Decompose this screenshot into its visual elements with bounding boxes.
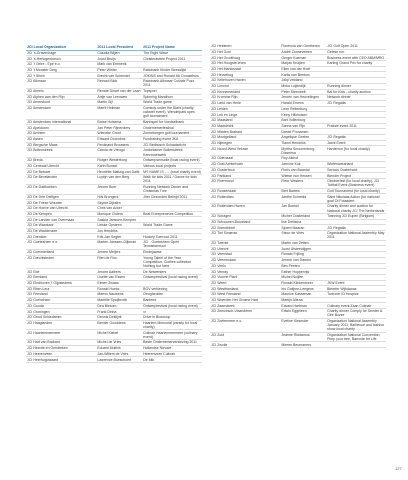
project-cell: JCI - Goeteshem Open Tennistoernooi <box>142 240 202 250</box>
project-cell: MY NAME IS ..... (local charity event) <box>143 169 201 174</box>
organization-cell: JCI Alphen aan den Rijn <box>26 94 96 100</box>
project-cell: Oeughedden <box>142 292 202 298</box>
organization-cell: JCI Heerenveen <box>26 351 96 357</box>
project-cell: Praksie event 2011 <box>326 123 386 129</box>
project-cell: Ondernemerfestival <box>142 125 202 131</box>
project-cell: Blender Project <box>326 173 386 179</box>
project-cell: Topsport <box>142 88 202 94</box>
organization-cell: JCI Schagen <box>210 213 280 219</box>
president-cell: Wietse van Hessen <box>280 173 326 179</box>
president-cell: Peter Winter <box>96 67 142 73</box>
project-cell: The Right Wave <box>142 50 202 56</box>
organization-cell: JCI Maasland <box>210 117 280 123</box>
organization-cell: JCI Amsterdam International <box>26 119 96 125</box>
president-cell: Henriëtte Mattzig-van Dalik <box>96 169 142 175</box>
organization-cell: JCI Kellehoven Haven <box>210 78 280 84</box>
president-cell: Eimen Zwaas <box>96 280 142 286</box>
organization-cell: JCI Woerden Het Groene Hart <box>210 297 280 303</box>
project-cell: De Mik <box>142 357 202 363</box>
president-cell: Renate Dinarf van der Laan <box>97 89 141 94</box>
project-cell: vr <box>142 309 202 315</box>
table-row <box>26 184 202 194</box>
table-row <box>26 194 202 200</box>
president-cell: Carola de Vreugd <box>96 148 142 158</box>
president-cell: Mieren Beumaners <box>280 342 326 348</box>
organization-cell: JCI Haaglanden <box>26 320 96 330</box>
president-cell: Bert Bartels <box>280 188 326 194</box>
organization-cell: JCI Centraal Utrecht <box>26 163 96 169</box>
organization-cell: JCI Eindhoven 't Oijpstedeek <box>26 280 96 286</box>
president-cell: Gerger Koeman <box>280 55 326 61</box>
president-cell: Michel Nuijten <box>280 274 326 280</box>
president-cell: Claudia Blijlen <box>96 50 142 56</box>
president-cell: Sjoerd Maaran <box>280 225 326 231</box>
organization-cell: JCI Oosterhout <box>210 167 280 173</box>
project-cell: JKW Event <box>326 280 386 286</box>
president-cell: Eveline Kiewoder <box>280 318 326 332</box>
table-row <box>210 318 386 332</box>
organization-cell: JCI De Waarkant <box>26 223 96 229</box>
president-cell: Florencia van Gentheren <box>280 44 326 49</box>
organization-cell: JCI Hart van Brabant <box>26 340 96 346</box>
organization-cell: JCI Maastricht <box>210 123 280 129</box>
president-cell: Iris Gaitjme-Leegens <box>280 286 326 292</box>
president-cell: Dea Blekom <box>96 303 142 309</box>
project-cell: Juniorkamer Bollenstreek Kennisnetwerk <box>142 148 202 158</box>
organization-cell: JCI Gouda <box>26 303 96 309</box>
table-row <box>26 148 202 158</box>
organization-cell: JCI Arnhem <box>26 131 96 137</box>
project-cell: Rabobank Kinder Stresslijst <box>142 67 202 73</box>
president-cell: Keiny Hilkhuisen <box>280 112 326 118</box>
organization-cell: JCI Het Groothoog <box>210 55 280 61</box>
project-cell: JCI Regatta <box>326 225 386 231</box>
president-cell: Esther Hoppenrijs <box>280 269 326 275</box>
table-row <box>210 146 386 156</box>
organization-cell: JCI West Friesland <box>210 291 280 297</box>
organization-cell: JCI Noord-West Veluwe <box>210 146 280 156</box>
organization-cell: JCI Land van Herle <box>210 100 280 106</box>
president-cell: Fleur Westers <box>280 178 326 188</box>
president-cell: Jos Hendriks <box>96 228 142 234</box>
project-cell: Jacht Event <box>326 140 386 146</box>
project-cell: Haarlem Memorial (varsity for local charity) <box>142 320 202 330</box>
president-cell: Janthe Schreiks <box>280 194 326 204</box>
project-cell: Geiese run <box>326 49 386 55</box>
table-row <box>26 340 202 346</box>
organization-cell: JCI De Friese Wouden <box>26 200 96 206</box>
president-cell: Saskia Janssen-Kempen <box>96 217 142 223</box>
organization-cell: JCI De Dattboeken <box>26 184 96 194</box>
president-cell: Michel de Vries <box>96 340 142 346</box>
project-cell: Saint Nikolaas Action (for national goal Of Polaadert <box>326 194 386 204</box>
president-cell: Edwin Eggeleen <box>280 309 326 319</box>
table-row <box>210 204 386 214</box>
project-cell: Zonnebergen golf tournament <box>142 131 202 137</box>
project-cell: Charity dinner Comply for Sender & Gee Bozze <box>326 309 386 319</box>
president-cell: Marjan Kruijten <box>280 61 326 67</box>
organization-cell: JCI Twente <box>210 240 280 246</box>
organization-cell: JCI Parkland <box>210 173 280 179</box>
table-row <box>26 67 202 73</box>
organization-cell: JCI Heuvelrug <box>210 72 280 78</box>
president-cell: Mariëlle Spuijbroek <box>96 297 142 303</box>
project-cell: Karting Grand Prix for charity <box>326 61 386 67</box>
right-table-column <box>210 44 386 348</box>
project-cell: Comedy under the Stars (charity cabaret event), Wendelpark open golf tournament <box>142 105 202 119</box>
organization-cell: JCI Bergsche Maas <box>26 142 96 148</box>
president-cell: Bemier Gooddens <box>96 320 142 330</box>
table-row <box>210 231 386 241</box>
organization-cell: JCI Breda <box>26 157 96 163</box>
organization-cell: JCI Etten-Leur <box>26 286 96 292</box>
project-cell: Banfeed <box>142 297 202 303</box>
president-cell: Floris van Baardai <box>280 167 326 173</box>
organization-cell: JCI Swentblixel <box>210 225 280 231</box>
project-cell: Golf Tournament (for local charity) <box>326 188 386 194</box>
header-organization: JCI Local Organization <box>26 44 96 50</box>
project-cell: Ontwerpfestival (local racing event) <box>142 303 202 309</box>
project-cell: World Trade Game <box>142 223 202 229</box>
president-cell: Jeanne Riddamus <box>280 332 326 342</box>
organization-cell: JCI Heerde en Omstreken <box>26 345 96 351</box>
president-cell: Maurice Kasseman <box>280 291 326 297</box>
table-row <box>26 119 202 125</box>
project-cell: BOV verkiezing <box>142 286 202 292</box>
organization-cell: JCI De Betuwe <box>26 169 96 175</box>
president-cell: Ben Peeten <box>280 263 326 269</box>
organization-cell: JCI Tiel Sinaeuw <box>210 231 280 241</box>
president-cell: Ronald Hoeks <box>96 286 142 292</box>
president-cell: Micher Oosterland <box>280 213 326 219</box>
table-row <box>210 89 386 95</box>
organization-cell: JCI Het Markiezaat <box>210 66 280 72</box>
organization-cell: JCI Kromme Rijn <box>210 95 280 101</box>
table-row <box>26 105 202 119</box>
project-cell: Ontwerpsensatie (boat racing event) <box>142 157 202 163</box>
table-row <box>210 61 386 67</box>
organization-cell: JCI 's-Hertogenbosch <box>26 56 96 62</box>
project-cell: Charity dinner and auction for National charity JCI The Netherlands <box>327 204 385 213</box>
right-organization-table <box>210 44 386 348</box>
project-cell: Hockey Toernooi 2011 <box>142 234 202 240</box>
president-cell: Lieske Opsteen <box>96 223 142 229</box>
project-cell: Bal for Kids - charity auction <box>326 89 386 95</box>
organization-cell: JCI De Bevelanden <box>26 175 96 185</box>
project-cell: Winterswearland <box>326 161 386 167</box>
organization-cell: JCI De Hoeve van Utrecht <box>26 205 96 211</box>
president-cell: Jan Boekel <box>280 204 326 214</box>
organization-cell: JCI Zwolle <box>210 342 280 348</box>
project-cell: Ontwerpfestival (local racing event) <box>142 275 202 281</box>
president-cell: Ilse Dellisma <box>280 219 326 225</box>
president-cell: Karlis van Bentum <box>280 72 326 78</box>
project-cell: Serious Oosterhout <box>326 167 386 173</box>
president-cell: Marten Janssen-Dijkman <box>96 240 142 250</box>
project-cell: Heerenveen Culinair <box>142 351 202 357</box>
president-cell: Edward Doornbos <box>96 136 142 142</box>
organization-cell: JCI Roosendaal <box>210 188 280 194</box>
project-cell: Organization National Convention, Pimp your tree, Barcode for Life <box>326 332 386 342</box>
organization-cell: JCI Oost Achterhoek <box>210 161 280 167</box>
project-cell: Turborer ID Hospice <box>326 291 386 297</box>
president-cell: Ellen van der Hoef <box>280 66 326 72</box>
organization-cell: JCI Zuid <box>210 332 280 342</box>
organization-cell: JCI 's-Gravenhage <box>26 50 96 56</box>
organization-cell: JCI Heerhugowaard <box>26 357 96 363</box>
president-cell: Jan-Willem de Vries <box>96 351 142 357</box>
president-cell: Tianni Hendriks <box>280 140 326 146</box>
organization-cell: JCI Zoetermeer e.o. <box>210 318 280 332</box>
president-cell: Bart Vollenburg <box>280 117 326 123</box>
project-cell: Organization National Assembly May 2011 <box>327 231 385 240</box>
table-row <box>26 320 202 330</box>
organization-cell: JCI Drenster <box>26 234 96 240</box>
organization-cell: JCI Leiden <box>210 106 280 112</box>
organization-cell: JCI Zeeuwsch-Vlaanderen <box>210 309 280 319</box>
organization-cell: JCI Drechtsteden <box>26 255 96 269</box>
organization-cell: JCI Ede <box>26 269 96 275</box>
president-cell: Dennis Deklijnk <box>96 314 142 320</box>
organization-cell: JCI Het Gooi <box>210 49 280 55</box>
project-cell: Various local projects <box>142 163 202 169</box>
header-president: 2011 Local President <box>96 44 142 50</box>
organization-cell: JCI Amersfoort <box>26 100 96 106</box>
organization-cell: JCI De Kempen <box>26 211 96 217</box>
organization-cell: JCI Rotterdam Haven <box>210 204 280 214</box>
president-cell: Angelique Geelen <box>280 135 326 141</box>
president-cell: Joost Ufsteeldijgen <box>280 246 326 252</box>
president-cell: Marnix Nauwens <box>96 292 142 298</box>
project-cell: Bartospel for Voedselbank <box>142 119 202 125</box>
project-cell: Rabobank Alkmaar Culinair Puzz 2011 <box>142 79 202 89</box>
president-cell: Rutger Westerburg <box>96 157 142 163</box>
table-row <box>26 330 202 340</box>
organization-cell: JCI Groot Schiedamm <box>26 314 96 320</box>
organization-cell: JCI De Drie Dellfgen <box>26 194 96 200</box>
organization-cell: JCI Roermond <box>210 178 280 188</box>
president-cell: Jeroen Boer <box>96 184 142 194</box>
project-cell: Culinair Haarlemmermeer (culinary event) <box>142 330 202 340</box>
organization-cell: JCI De Waddenzee <box>26 228 96 234</box>
table-row <box>210 309 386 319</box>
organization-cell: JCI Zaanstreek <box>210 303 280 309</box>
organization-cell: JCI Amsterdam <box>26 105 96 119</box>
president-cell: Michel Kiebel <box>96 330 142 340</box>
organization-cell: JCI Venray <box>210 269 280 275</box>
organization-cell: JCI Montgelland <box>210 135 280 141</box>
organization-cell: JCI Bollenstreek <box>26 148 96 158</box>
organization-cell: JCI Kennemerland <box>210 89 280 95</box>
organization-cell: JCI Westfriesland <box>210 286 280 292</box>
president-cell: Jannine Kok <box>280 161 326 167</box>
project-cell: JCI Bedbosch Schaalsdicht <box>142 142 202 148</box>
president-cell: Harald Ernens <box>280 100 326 106</box>
president-cell: Brecht van Schendel <box>96 73 142 79</box>
organization-cell: JCI Groningen <box>26 309 96 315</box>
president-cell: Lisette van Essen <box>96 275 142 281</box>
project-cell: Organization National Assembly January 2011, Barbecue and fashion show local charity <box>327 319 385 332</box>
organization-cell: JCI Rotterdam <box>210 194 280 204</box>
project-cell: Business event with CEO ABM/MRO <box>327 55 385 60</box>
organization-cell: JCI Eemland <box>26 275 96 281</box>
table-row <box>210 342 386 348</box>
president-cell: Edvard Hartman <box>280 303 326 309</box>
organization-cell: JCI 't Monster Delg <box>26 67 96 73</box>
project-cell: Running dinner <box>326 83 386 89</box>
president-cell: Jeroen Aalbers <box>96 269 142 275</box>
project-cell: Culinary event Zaan Culinair <box>326 303 386 309</box>
project-cell: Hollandse Nieuwe <box>142 345 202 351</box>
table-row <box>210 332 386 342</box>
table-row <box>210 194 386 204</box>
organization-cell: JCI Friesland <box>26 292 96 298</box>
project-cell: Drive in Bioscoop <box>142 314 202 320</box>
project-cell: Beste Ondernemerverkiezing 2011 <box>142 340 202 346</box>
organization-cell: JCI Het Hoogste leven <box>210 61 280 67</box>
president-cell: Leon Reitenburg <box>280 106 326 112</box>
president-cell: Ferdinand Brouwers <box>96 142 142 148</box>
president-cell: Reinout Blok <box>96 79 142 89</box>
president-cell: Antje van Leeuwen <box>96 94 142 100</box>
project-cell: JCI Regatta <box>326 135 386 141</box>
table-row <box>210 178 386 188</box>
president-cell: Martijn Altena <box>280 297 326 303</box>
president-cell: Jeroen van Heuvelingen <box>280 95 326 101</box>
president-cell: Karin Bunsel <box>96 163 142 169</box>
president-cell: Luytijn van den Berg <box>96 175 142 185</box>
organization-cell: JCI De Landen van Overmaas <box>26 217 96 223</box>
project-cell: De Netwerkers <box>142 269 202 275</box>
president-cell: Wieneke Groot <box>96 131 142 137</box>
organization-cell: JCI Voorne Plant <box>210 274 280 280</box>
table-row <box>26 357 202 363</box>
president-cell: Skyliar Dijkstra <box>96 200 142 206</box>
president-cell: Joost Bruijn <box>96 56 142 62</box>
left-table-column <box>26 44 202 363</box>
project-cell <box>326 342 386 348</box>
organization-cell: JCI Weert <box>210 280 280 286</box>
organization-cell: JCI Veenendaal <box>210 257 280 263</box>
president-cell: Marrit Hellman <box>96 105 142 119</box>
president-cell: Roy Aikhof <box>280 156 326 162</box>
president-cell: Daniel Pronamen <box>280 129 326 135</box>
table-row <box>26 56 202 62</box>
president-cell: Sanne van Rijn <box>280 123 326 129</box>
president-cell: Martin van Zetten <box>280 240 326 246</box>
president-cell: Lawrence Boeschoert <box>96 357 142 363</box>
president-cell: Jeroen van Damen <box>280 257 326 263</box>
organization-cell: JCI Utrecht <box>210 246 280 252</box>
project-cell: Beat Entrepreneurs Competition <box>142 211 202 217</box>
left-table-body <box>26 50 202 362</box>
right-table-body <box>210 44 386 348</box>
table-row <box>26 163 202 169</box>
table-row <box>210 55 386 61</box>
project-cell: Bleerfer Wijkdanas <box>326 286 386 292</box>
organization-cell: JCI Helderen <box>210 44 280 49</box>
president-cell: Monique Cluters <box>96 211 142 217</box>
president-cell: Jan Peter Rijnenders <box>96 125 142 131</box>
president-cell: Ronald Klinkenmeer <box>280 280 326 286</box>
organization-cell: JCI Nijmegen <box>210 140 280 146</box>
president-cell: Erik Jan Segter <box>96 234 142 240</box>
organization-cell: JCI Almelo <box>26 88 96 94</box>
organization-cell: JCI 't Gelre - Epe e.o. <box>26 61 96 67</box>
organization-cell: JCI Midden Brabant <box>210 129 280 135</box>
organization-cell: JCI Haarlemmermeer <box>26 330 96 340</box>
table-row <box>26 175 202 185</box>
project-cell: Walk for kids 2011 / Dance for kids 2011 <box>142 175 202 185</box>
project-cell: Network dinner <box>326 95 386 101</box>
project-cell: JOKINS and Ronald Mc Donaldhuis <box>142 73 202 79</box>
organization-cell: JCI Alkmaar <box>26 79 96 89</box>
page-number: 127 <box>395 466 402 471</box>
president-cell: Frank Dinha <box>96 309 142 315</box>
president-cell: Jeroen Meijers <box>96 249 142 255</box>
president-cell: Rien de Roo <box>96 255 142 269</box>
president-cell: André Zonneveleen <box>280 49 326 55</box>
header-project: 2011 Project Name <box>142 44 202 50</box>
president-cell: Mark van Emmerik <box>96 61 142 67</box>
organization-cell: JCI Limond <box>210 83 280 89</box>
project-cell: Fundraising event JKA <box>142 136 202 142</box>
project-cell: Oktoberfest (for local charity), JCI Totthal Event (Business event) <box>326 178 386 188</box>
president-cell: Eduard Muitink <box>96 345 142 351</box>
organization-cell: JCI Gorinchem <box>26 297 96 303</box>
table-row <box>26 79 202 89</box>
project-cell: Spinning Marathon <box>142 94 202 100</box>
project-cell: JCI Golf Open 2011 <box>326 44 386 49</box>
project-cell: Twinning JCI Eupen (Belgium) <box>326 213 386 219</box>
organization-cell: JCI Oldenzaal <box>210 156 280 162</box>
organization-cell: JCI Gommeriland <box>26 249 96 255</box>
project-cell: Harderrun (for local charity) <box>326 146 386 156</box>
project-cell: World Trade game <box>142 100 202 106</box>
president-cell: Ronald Frijling <box>280 252 326 258</box>
organization-cell: JCI Assen <box>26 136 96 142</box>
organization-cell: JCI Venlo <box>210 263 280 269</box>
organization-cell: JCI Schouwen-Duiveland <box>210 219 280 225</box>
president-cell: Myrtha Smoorenburg-Disselma <box>280 146 326 156</box>
organization-cell: JCI Lek en Linge <box>210 112 280 118</box>
president-cell: Nils Brongers <box>96 194 142 200</box>
project-cell: Running Network Dinner and Christmas Tree <box>142 184 202 194</box>
president-cell: Mirka Luijendijk <box>280 83 326 89</box>
table-row <box>26 255 202 269</box>
organization-cell: JCI 't Sticht <box>26 73 96 79</box>
president-cell: Jalqi Vetdand <box>280 78 326 84</box>
organization-cell: JCI Goeteshem e.o. <box>26 240 96 250</box>
organization-cell: JCI Apeldoorn <box>26 125 96 131</box>
president-cell: Peter Steenbelt <box>280 89 326 95</box>
president-cell: Martin Sijl <box>96 100 142 106</box>
table-row <box>26 240 202 250</box>
project-cell: JCI Regatta <box>326 100 386 106</box>
table-row <box>26 142 202 148</box>
project-cell: Jher Gezonden Bellrijd 2011 <box>142 194 202 200</box>
president-cell: Brose Hulsema <box>96 119 142 125</box>
president-cell: Chris van Acker <box>96 205 142 211</box>
project-cell: Christmastree Project 2011 <box>142 56 202 62</box>
project-cell: Eindejaarse <box>142 249 202 255</box>
left-organization-table <box>26 44 202 363</box>
president-cell: Steco de Vries <box>280 231 326 241</box>
project-cell: Young Talent of the Year Competition, Clothes collection Nothing but Nets <box>142 255 202 269</box>
organization-cell: JCI Veenstad <box>210 252 280 258</box>
